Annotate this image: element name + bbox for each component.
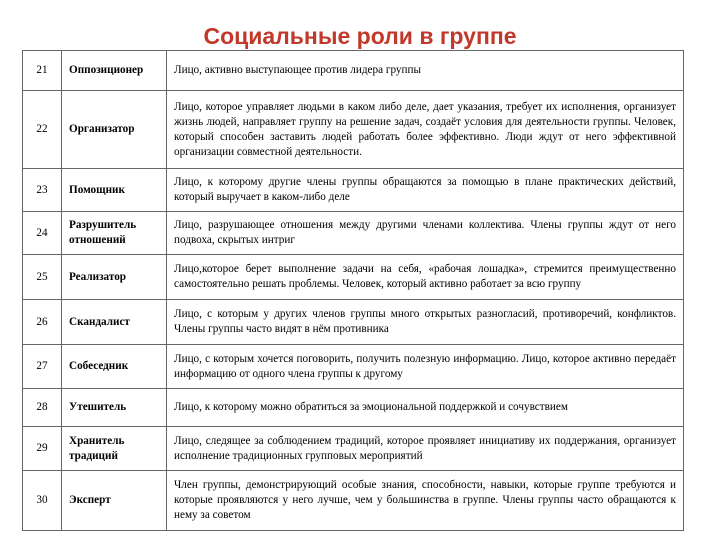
role-name: Скандалист [62, 300, 167, 345]
row-number: 21 [23, 51, 62, 91]
table-row [23, 212, 684, 255]
role-description: Лицо, разрушающее отношения между другими членами коллектива. Члены группы ждут от него подвоха, скрытых интриг [167, 212, 684, 255]
role-name: Разрушитель отношений [62, 212, 167, 255]
row-number: 23 [23, 169, 62, 212]
role-description: Лицо,которое берет выполнение задачи на себя, «рабочая лошадка», стремится преимущественно самостоятельно решать проблемы. Человек, который активно работает за всю группу [167, 255, 684, 300]
table-row [23, 51, 684, 91]
row-number: 28 [23, 389, 62, 427]
role-description: Лицо, активно выступающее против лидера группы [167, 51, 684, 91]
row-number: 22 [23, 91, 62, 169]
table-row [23, 169, 684, 212]
role-description: Лицо, которое управляет людьми в каком либо деле, дает указания, требует их исполнения, организует жизнь людей, направляет группу на решение задач, создаёт условия для деятельности группы. Человек, который способен заставить людей работать более эффективно. Люди ждут от него эффективной организации совместной деятельности. [167, 91, 684, 169]
table-row [23, 255, 684, 300]
role-name: Утешитель [62, 389, 167, 427]
role-name: Помощник [62, 169, 167, 212]
role-name: Хранитель традиций [62, 427, 167, 471]
role-description: Лицо, к которому можно обратиться за эмоциональной поддержкой и сочувствием [167, 389, 684, 427]
table-row [23, 471, 684, 531]
row-number: 29 [23, 427, 62, 471]
table-row [23, 300, 684, 345]
role-description: Лицо, с которым хочется поговорить, получить полезную информацию. Лицо, которое активно передаёт информацию от одного члена группы к другому [167, 345, 684, 389]
roles-table [22, 50, 684, 531]
role-name: Организатор [62, 91, 167, 169]
row-number: 30 [23, 471, 62, 531]
page-title: Социальные роли в группе [203, 23, 517, 49]
row-number: 24 [23, 212, 62, 255]
role-name: Эксперт [62, 471, 167, 531]
role-description: Лицо, к которому другие члены группы обращаются за помощью в плане практических действий, который выручает в каком-либо деле [167, 169, 684, 212]
table-row [23, 91, 684, 169]
row-number: 25 [23, 255, 62, 300]
row-number: 26 [23, 300, 62, 345]
table-row [23, 389, 684, 427]
role-description: Лицо, следящее за соблюдением традиций, которое проявляет инициативу их поддержания, организует исполнение традиционных групповых мероприятий [167, 427, 684, 471]
role-description: Член группы, демонстрирующий особые знания, способности, навыки, которые группе требуются и которые проявляются у него лучше, чем у большинства в группе. Члены группы часто обращаются к нему за советом [167, 471, 684, 531]
role-name: Оппозиционер [62, 51, 167, 91]
role-name: Реализатор [62, 255, 167, 300]
table-row [23, 427, 684, 471]
row-number: 27 [23, 345, 62, 389]
role-name: Собеседник [62, 345, 167, 389]
role-description: Лицо, с которым у других членов группы много открытых разногласий, противоречий, конфликтов. Члены группы часто видят в нём противника [167, 300, 684, 345]
table-row [23, 345, 684, 389]
